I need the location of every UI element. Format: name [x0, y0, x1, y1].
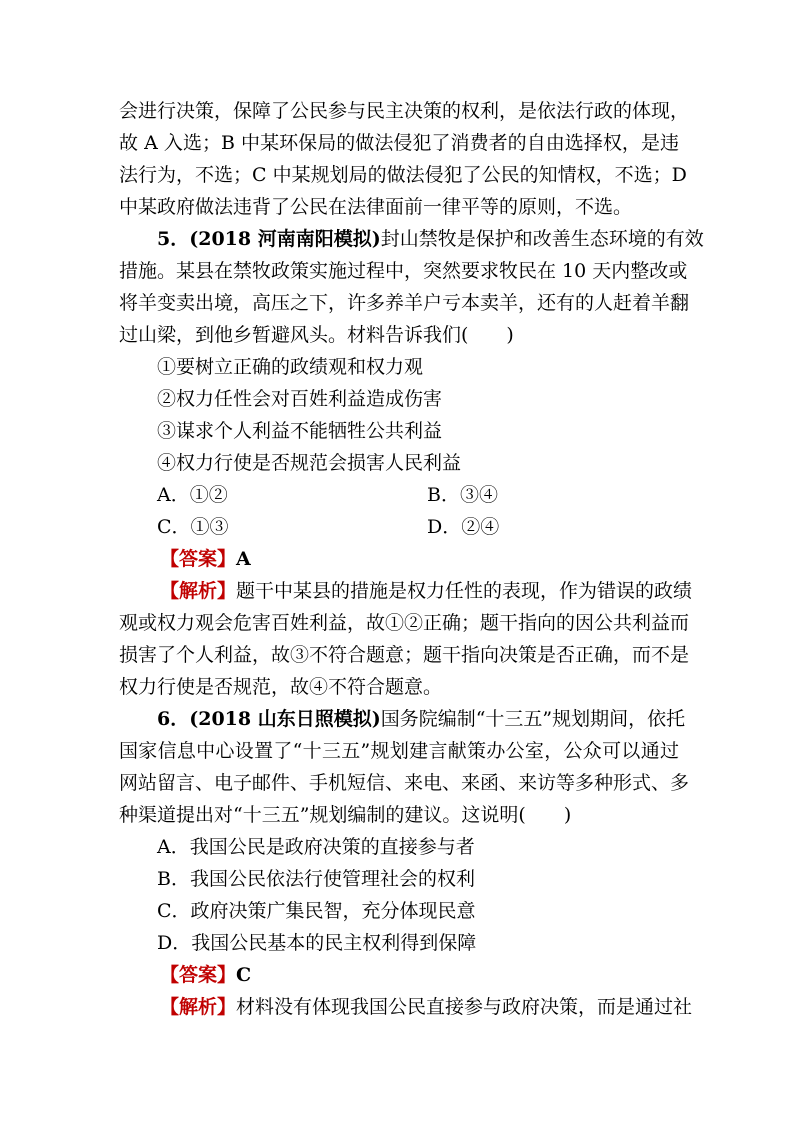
q5-stem-first-line: [157, 223, 704, 255]
q5-answer-value: A: [236, 548, 251, 570]
prev-analysis-line-1: 会进行决策，保障了公民参与民主决策的权利，是依法行政的体现，: [119, 100, 690, 122]
q6-analysis-first: 材料没有体现我国公民直接参与政府决策，而是通过社: [236, 996, 693, 1018]
q5-analysis-first-line: [160, 575, 693, 607]
q6-stem-first: 国务院编制“十三五”规划期间，依托: [380, 708, 686, 730]
q5-option-c: C．①③: [157, 516, 229, 538]
q6-analysis-first-line: [160, 991, 693, 1023]
q5-number: 5．: [157, 228, 190, 250]
q5-stem-line-3: 将羊变卖出境，高压之下，许多养羊户亏本卖羊，还有的人赶着羊翻: [119, 292, 690, 314]
q6-source: (2018 山东日照模拟): [189, 708, 381, 730]
q6-stem-line-4: 种渠道提出对“十三五”规划编制的建议。这说明( ): [119, 804, 572, 826]
q5-statement-4: ④权力行使是否规范会损害人民利益: [157, 452, 462, 474]
q5-analysis-line-4: 权力行使是否规范，故④不符合题意。: [119, 676, 443, 698]
q5-answer-tag: 【答案】: [160, 548, 237, 570]
q6-analysis-tag: 【解析】: [160, 996, 237, 1018]
q5-option-a: A．①②: [157, 484, 228, 506]
q5-option-d: D．②④: [427, 516, 500, 538]
q5-stem-line-4: 过山梁，到他乡暂避风头。材料告诉我们( ): [119, 324, 514, 346]
q5-stem-line-2: 措施。某县在禁牧政策实施过程中，突然要求牧民在 10 天内整改或: [119, 260, 688, 282]
q6-stem-first-line: [157, 703, 686, 735]
q6-option-a: A．我国公民是政府决策的直接参与者: [157, 836, 475, 858]
q6-answer-value: C: [236, 964, 252, 986]
q6-answer: [160, 959, 682, 991]
q5-option-b: B．③④: [427, 484, 498, 506]
q6-stem-line-3: 网站留言、电子邮件、手机短信、来电、来函、来访等多种形式、多: [119, 772, 690, 794]
q6-number: 6．: [157, 708, 190, 730]
q5-statement-2: ②权力任性会对百姓利益造成伤害: [157, 388, 443, 410]
prev-analysis-line-2: 故 A 入选；B 中某环保局的做法侵犯了消费者的自由选择权，是违: [119, 132, 679, 154]
q6-option-c: C．政府决策广集民智，充分体现民意: [157, 900, 476, 922]
prev-analysis-line-4: 中某政府做法违背了公民在法律面前一律平等的原则，不选。: [119, 196, 633, 218]
q5-source: (2018 河南南阳模拟): [189, 228, 381, 250]
q5-analysis-line-2: 观或权力观会危害百姓利益，故①②正确；题干指向的因公共利益而: [119, 612, 690, 634]
q5-analysis-tag: 【解析】: [160, 580, 237, 602]
q6-option-b: B．我国公民依法行使管理社会的权利: [157, 868, 475, 890]
q5-answer: [160, 543, 682, 575]
q5-stem-first: 封山禁牧是保护和改善生态环境的有效: [380, 228, 704, 250]
q5-statement-3: ③谋求个人利益不能牺牲公共利益: [157, 420, 443, 442]
q5-analysis-line-3: 损害了个人利益，故③不符合题意；题干指向决策是否正确，而不是: [119, 644, 690, 666]
q5-statement-1: ①要树立正确的政绩观和权力观: [157, 356, 424, 378]
q6-option-d: D．我国公民基本的民主权利得到保障: [157, 932, 477, 954]
q6-answer-tag: 【答案】: [160, 964, 237, 986]
prev-analysis-line-3: 法行为，不选；C 中某规划局的做法侵犯了公民的知情权，不选；D: [119, 164, 687, 186]
q6-stem-line-2: 国家信息中心设置了“十三五”规划建言献策办公室，公众可以通过: [119, 740, 679, 762]
q5-analysis-first: 题干中某县的措施是权力任性的表现，作为错误的政绩: [236, 580, 693, 602]
